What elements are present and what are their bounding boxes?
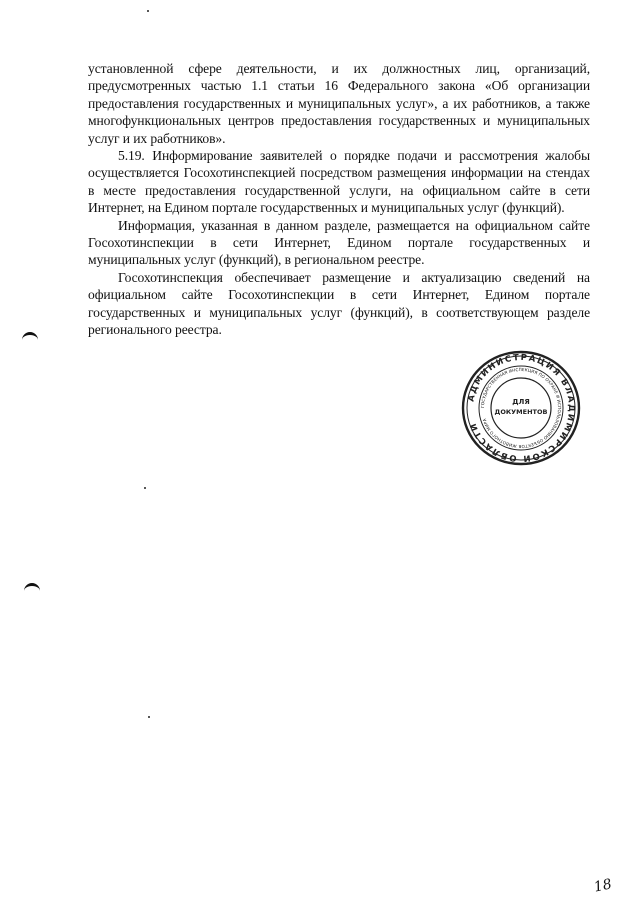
punch-mark	[24, 583, 40, 594]
paragraph: установленной сфере деятельности, и их должностных лиц, организаций, предусмотренных частью 1.1 статьи 16 Федерального закона «Об организации предоставления государственных и муниципальных услуг», а их работников, а также многофункциональных центров предоставления государственных и муниципальных услуг и их работников».	[88, 61, 590, 146]
punch-mark	[22, 332, 38, 343]
stamp-center-line-1: ДЛЯ	[512, 398, 530, 406]
paragraph: 5.19. Информирование заявителей о порядке подачи и рассмотрения жалобы осуществляется Госохотинспекцией посредством размещения информации на стендах в месте предоставления государственной услуги, на официальном сайте в сети Интернет, на Едином портале государственных и муниципальных услуг (функций).	[88, 148, 590, 216]
stamp-center-line-2: ДОКУМЕНТОВ	[494, 408, 548, 416]
speck-mark	[148, 716, 150, 718]
paragraph: Госохотинспекция обеспечивает размещение и актуализацию сведений на официальном сайте Госохотинспекции в сети Интернет, Едином портале государственных и муниципальных услуг (функций), в соответствующем разделе регионального реестра.	[88, 269, 590, 338]
stamp-seal-icon	[452, 349, 590, 467]
stamp-middle-text: ГОСУДАРСТВЕННАЯ ИНСПЕКЦИЯ ПО ОХРАНЕ И ИСПОЛЬЗОВАНИЮ ОБЪЕКТОВ ЖИВОТНОГО МИРА	[479, 366, 563, 450]
speck-mark	[147, 10, 149, 12]
paragraph: Информация, указанная в данном разделе, размещается на официальном сайте Госохотинспекции в сети Интернет, Едином портале государственных и муниципальных услуг (функций), в региональном реестре.	[88, 217, 590, 268]
speck-mark	[144, 487, 146, 489]
official-stamp	[452, 349, 590, 467]
document-body	[88, 60, 590, 339]
stamp-outer-text: АДМИНИСТРАЦИЯ ВЛАДИМИРСКОЙ ОБЛАСТИ	[466, 352, 577, 464]
page-number: 18	[592, 876, 614, 896]
